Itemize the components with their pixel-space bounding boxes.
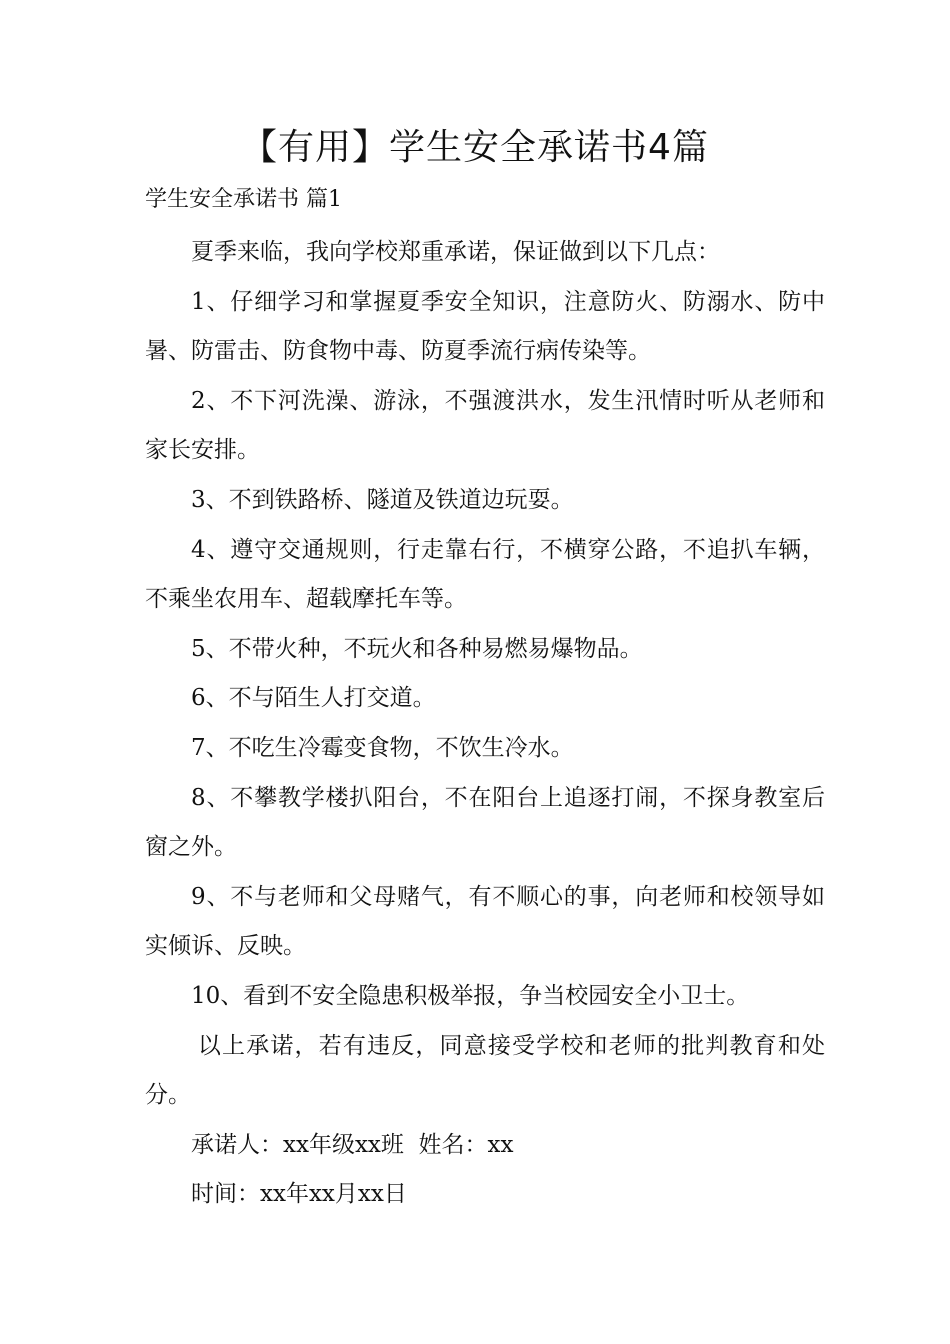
- promise-item-4: 4、遵守交通规则，行走靠右行，不横穿公路，不追扒车辆，不乘坐农用车、超载摩托车等。: [145, 536, 825, 613]
- date-line: 时间：xx年xx月xx日: [191, 1181, 407, 1208]
- signatory-line: 承诺人：xx年级xx班 姓名：xx: [191, 1131, 514, 1158]
- intro-paragraph: 夏季来临，我向学校郑重承诺，保证做到以下几点：: [191, 239, 720, 265]
- promise-item-5: 5、不带火种，不玩火和各种易燃易爆物品。: [191, 635, 643, 662]
- document-title: 【有用】学生安全承诺书4篇: [241, 127, 709, 168]
- closing-paragraph: 以上承诺，若有违反，同意接受学校和老师的批判教育和处分。: [145, 1032, 825, 1109]
- promise-item-1: 1、仔细学习和掌握夏季安全知识，注意防火、防溺水、防中暑、防雷击、防食物中毒、防夏季流行病传染等。: [145, 288, 825, 365]
- promise-item-8: 8、不攀教学楼扒阳台，不在阳台上追逐打闹，不探身教室后窗之外。: [145, 784, 825, 861]
- promise-item-2: 2、不下河洗澡、游泳，不强渡洪水，发生汛情时听从老师和家长安排。: [145, 387, 825, 464]
- promise-item-3: 3、不到铁路桥、隧道及铁道边玩耍。: [191, 486, 574, 513]
- promise-item-7: 7、不吃生冷霉变食物，不饮生冷水。: [191, 734, 574, 761]
- section-heading: 学生安全承诺书 篇1: [145, 187, 342, 212]
- document-body: [145, 228, 825, 1220]
- promise-item-9: 9、不与老师和父母赌气，有不顺心的事，向老师和校领导如实倾诉、反映。: [145, 883, 825, 960]
- promise-item-6: 6、不与陌生人打交道。: [191, 685, 436, 712]
- promise-item-10: 10、看到不安全隐患积极举报，争当校园安全小卫士。: [191, 982, 750, 1009]
